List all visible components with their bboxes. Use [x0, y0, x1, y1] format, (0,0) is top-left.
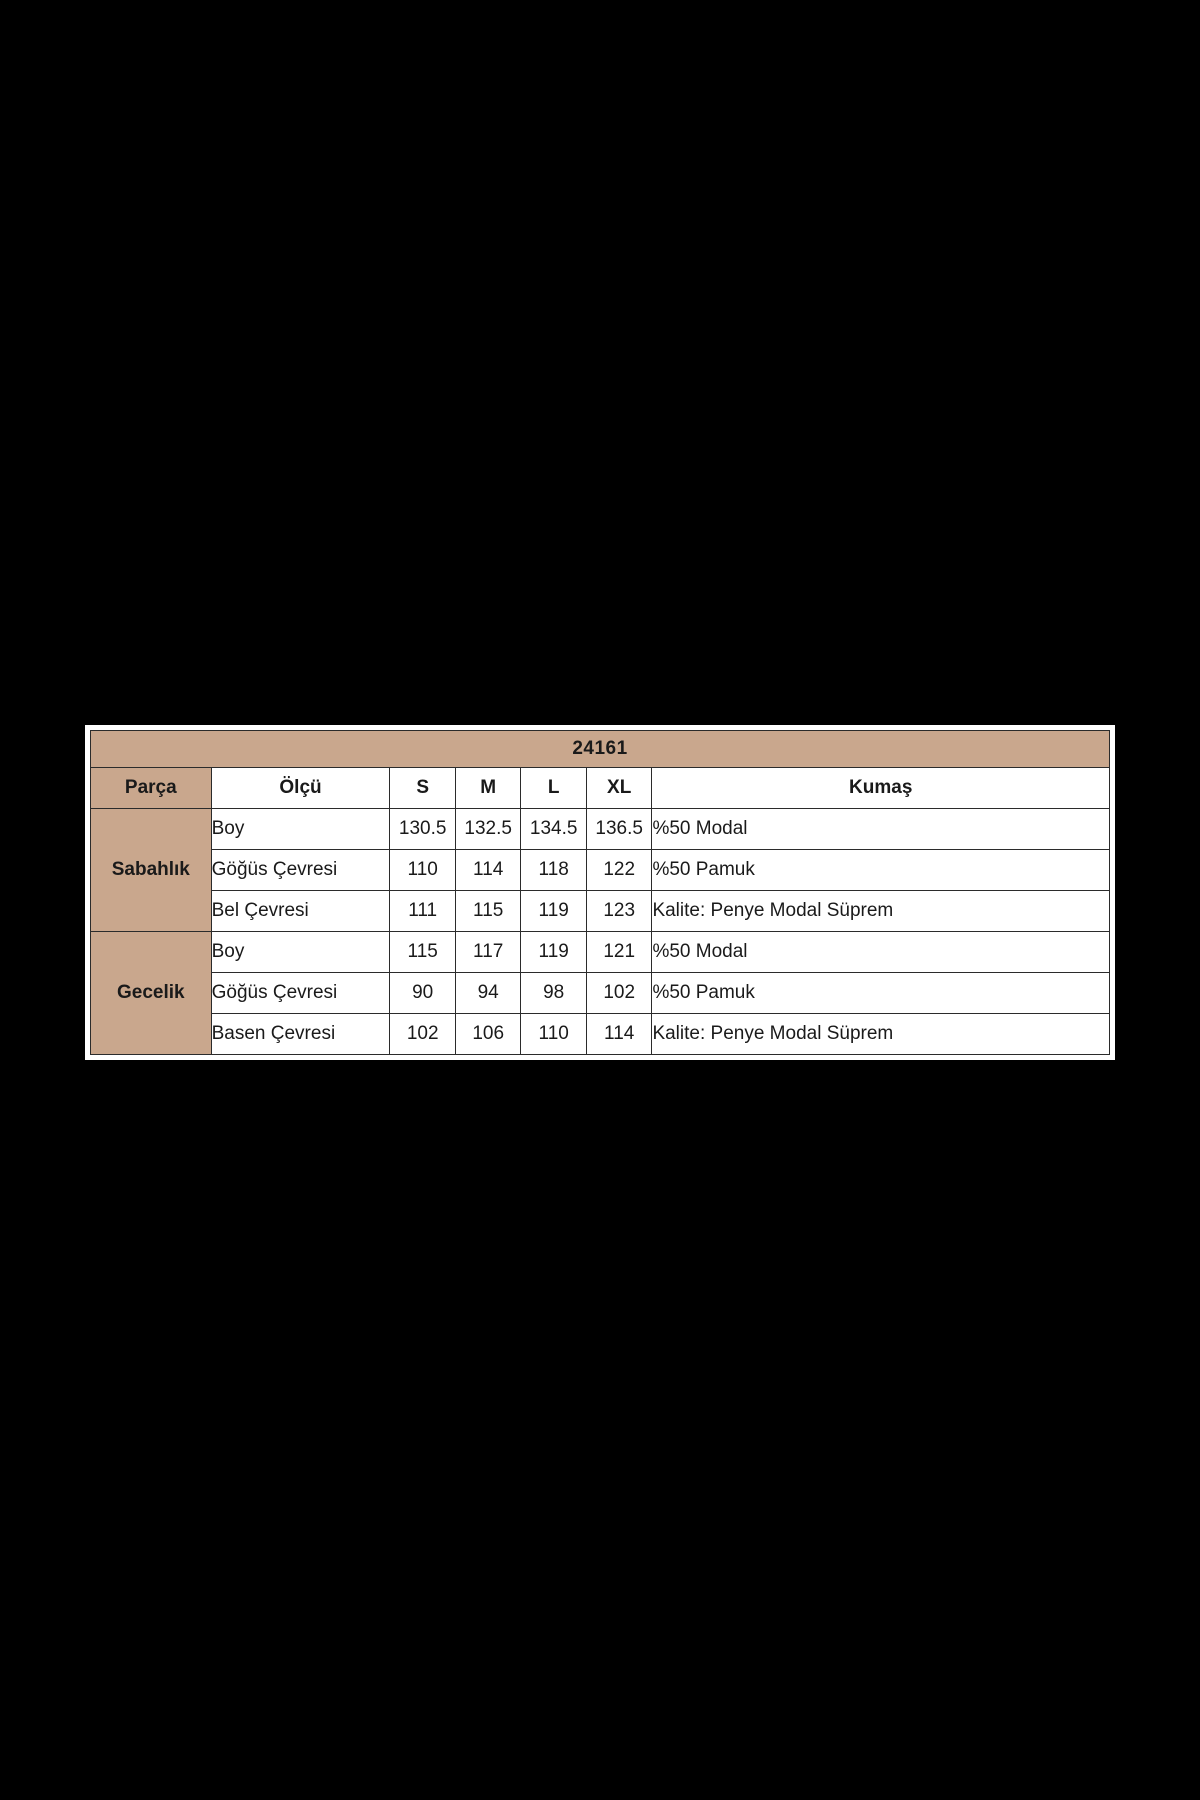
size-chart-table — [90, 730, 1110, 1055]
column-header-part: Parça — [91, 768, 212, 809]
column-header-xl: XL — [586, 768, 652, 809]
value-m: 94 — [455, 973, 521, 1014]
value-xl: 114 — [586, 1014, 652, 1055]
measure-label: Göğüs Çevresi — [211, 850, 390, 891]
value-m: 132.5 — [455, 809, 521, 850]
table-row — [91, 932, 1110, 973]
value-xl: 123 — [586, 891, 652, 932]
column-header-measure: Ölçü — [211, 768, 390, 809]
value-s: 110 — [390, 850, 456, 891]
size-chart — [85, 725, 1115, 1060]
table-row — [91, 1014, 1110, 1055]
value-m: 115 — [455, 891, 521, 932]
measure-label: Bel Çevresi — [211, 891, 390, 932]
value-s: 111 — [390, 891, 456, 932]
column-header-fabric: Kumaş — [652, 768, 1110, 809]
fabric-text: %50 Modal — [652, 932, 1110, 973]
value-s: 102 — [390, 1014, 456, 1055]
group-label-sabahlik: Sabahlık — [91, 809, 212, 932]
value-xl: 122 — [586, 850, 652, 891]
value-s: 90 — [390, 973, 456, 1014]
value-l: 110 — [521, 1014, 587, 1055]
product-code-title: 24161 — [91, 731, 1110, 768]
value-m: 114 — [455, 850, 521, 891]
column-header-s: S — [390, 768, 456, 809]
column-header-l: L — [521, 768, 587, 809]
table-row — [91, 850, 1110, 891]
table-row — [91, 973, 1110, 1014]
column-header-m: M — [455, 768, 521, 809]
value-l: 134.5 — [521, 809, 587, 850]
value-l: 119 — [521, 932, 587, 973]
measure-label: Göğüs Çevresi — [211, 973, 390, 1014]
value-m: 117 — [455, 932, 521, 973]
value-xl: 121 — [586, 932, 652, 973]
group-label-gecelik: Gecelik — [91, 932, 212, 1055]
table-row — [91, 891, 1110, 932]
value-s: 130.5 — [390, 809, 456, 850]
value-l: 119 — [521, 891, 587, 932]
fabric-text: Kalite: Penye Modal Süprem — [652, 891, 1110, 932]
value-s: 115 — [390, 932, 456, 973]
table-header-row — [91, 768, 1110, 809]
value-l: 98 — [521, 973, 587, 1014]
measure-label: Boy — [211, 809, 390, 850]
table-row — [91, 809, 1110, 850]
measure-label: Basen Çevresi — [211, 1014, 390, 1055]
measure-label: Boy — [211, 932, 390, 973]
fabric-text: %50 Pamuk — [652, 973, 1110, 1014]
value-m: 106 — [455, 1014, 521, 1055]
fabric-text: %50 Modal — [652, 809, 1110, 850]
table-title-row — [91, 731, 1110, 768]
fabric-text: %50 Pamuk — [652, 850, 1110, 891]
value-l: 118 — [521, 850, 587, 891]
value-xl: 136.5 — [586, 809, 652, 850]
value-xl: 102 — [586, 973, 652, 1014]
fabric-text: Kalite: Penye Modal Süprem — [652, 1014, 1110, 1055]
